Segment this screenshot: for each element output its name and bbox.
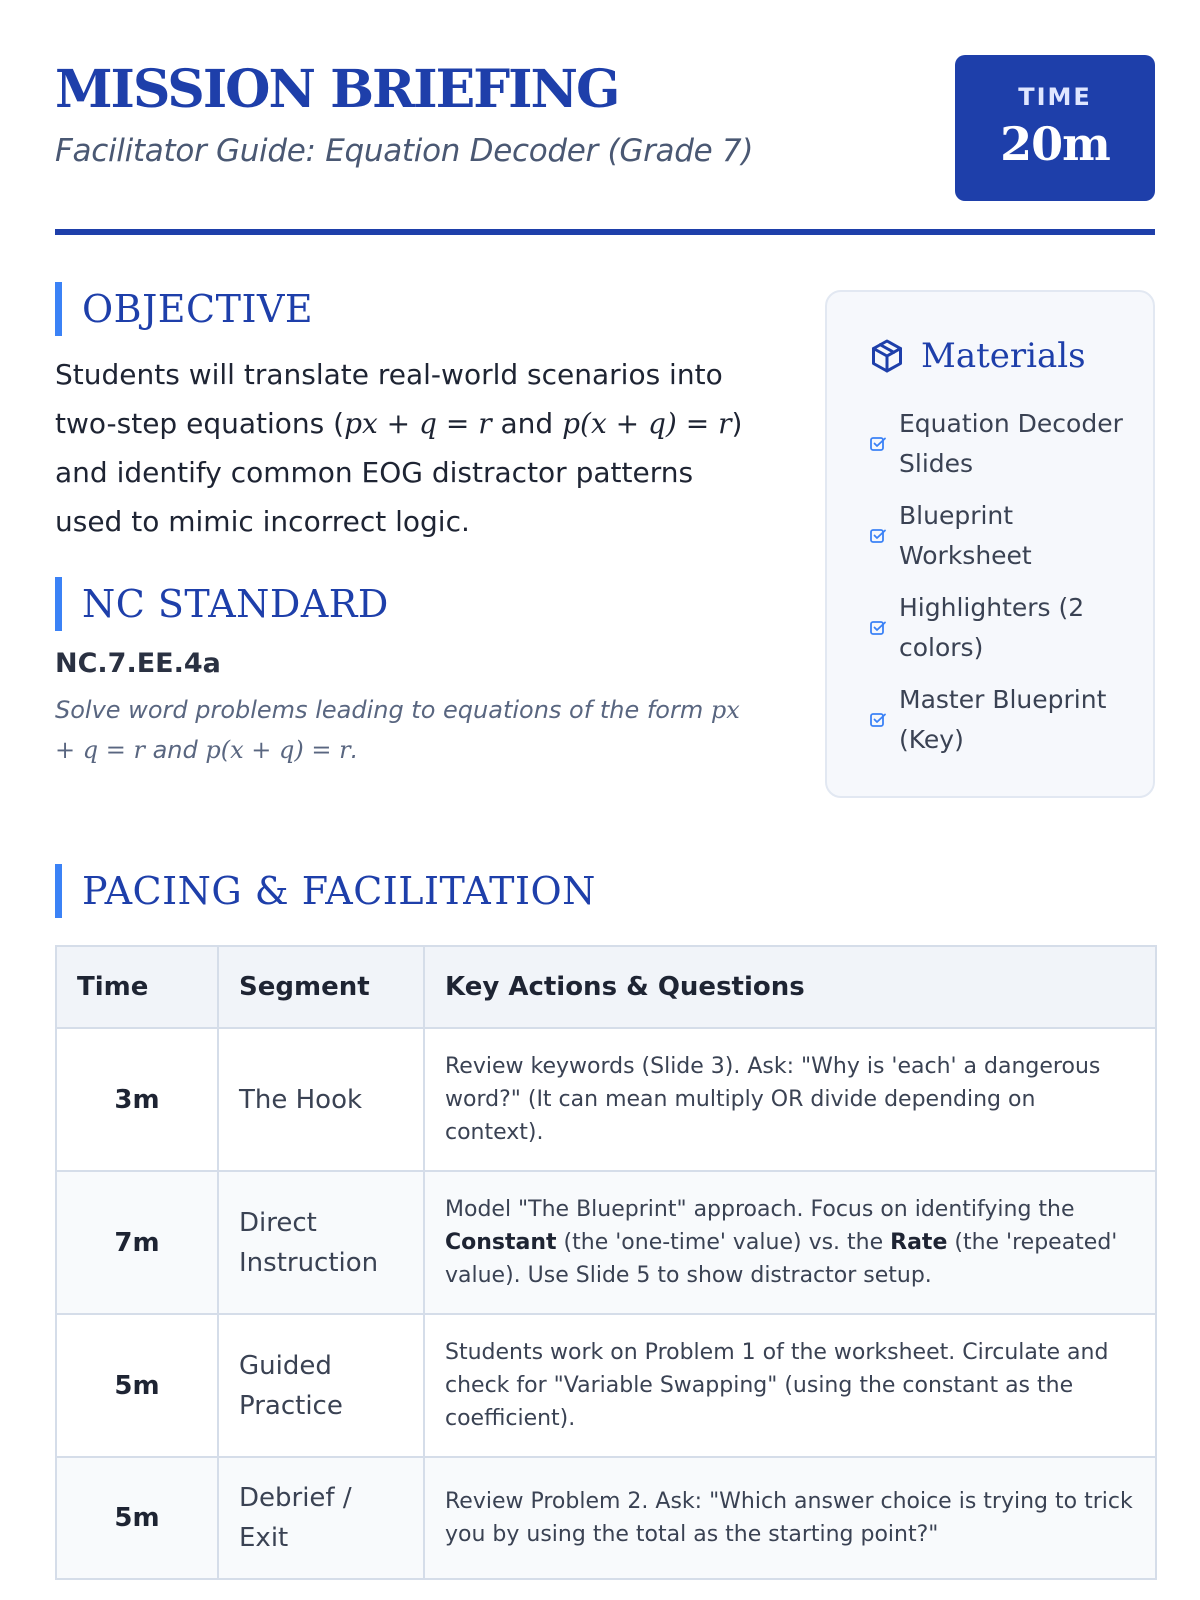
- equation-form-2: p(x + q) = r: [205, 736, 351, 764]
- equation-form-1: px + q = r: [55, 696, 740, 764]
- facilitator-guide-page: [55, 0, 1155, 1600]
- list-item: [869, 404, 1139, 484]
- standard-description: [55, 690, 755, 770]
- row-actions: Students work on Problem 1 of the worksheet. Circulate and check for "Variable Swapping" (using the constant as the coefficient).: [424, 1314, 1156, 1457]
- objective-text-part: Students will translate real-world scenarios into two-step equations (: [55, 358, 723, 440]
- table-row: [56, 1314, 1156, 1457]
- action-keyword-constant: Constant: [445, 1230, 557, 1255]
- action-text: (the 'one-time' value) vs. the: [556, 1230, 891, 1255]
- cube-icon: [869, 338, 905, 374]
- header: [55, 55, 1155, 235]
- equation-form-1: px + q = r: [344, 407, 492, 440]
- objective-text: [55, 350, 755, 546]
- column-header-segment: Segment: [218, 946, 424, 1028]
- row-time: 5m: [56, 1457, 218, 1579]
- row-segment: Direct Instruction: [218, 1171, 424, 1314]
- table-row: [56, 1457, 1156, 1579]
- materials-list: [869, 404, 1139, 772]
- row-actions: Review keywords (Slide 3). Ask: "Why is 'each' a dangerous word?" (It can mean multiply OR divide depending on context).: [424, 1028, 1156, 1171]
- objective-text-part: ) and identify common EOG distractor patterns used to mimic incorrect logic.: [55, 407, 743, 538]
- pacing-table: [55, 945, 1157, 1580]
- objective-text-part: and: [491, 407, 563, 440]
- time-value: 20m: [1000, 117, 1110, 171]
- row-segment: Guided Practice: [218, 1314, 424, 1457]
- row-time: 7m: [56, 1171, 218, 1314]
- list-item: [869, 680, 1139, 760]
- page-title: MISSION BRIEFING: [55, 59, 619, 120]
- table-row: [56, 1028, 1156, 1171]
- time-badge: [955, 55, 1155, 201]
- material-label: Equation Decoder Slides: [899, 409, 1123, 478]
- equation-form-2: p(x + q) = r: [562, 407, 732, 440]
- objective-heading: OBJECTIVE: [55, 282, 313, 336]
- checkbox-icon: [869, 435, 887, 453]
- column-header-actions: Key Actions & Questions: [424, 946, 1156, 1028]
- action-text: (the 'repeated' value). Use Slide 5 to show distractor setup.: [445, 1230, 1118, 1288]
- row-segment: The Hook: [218, 1028, 424, 1171]
- time-label: TIME: [1018, 83, 1092, 111]
- materials-title-text: Materials: [921, 336, 1086, 376]
- row-time: 3m: [56, 1028, 218, 1171]
- table-row: [56, 1171, 1156, 1314]
- list-item: [869, 588, 1139, 668]
- standard-text-part: .: [350, 736, 359, 764]
- standard-heading: NC STANDARD: [55, 577, 389, 631]
- standard-text-part: Solve word problems leading to equations of the form: [55, 696, 711, 724]
- row-time: 5m: [56, 1314, 218, 1457]
- row-segment: Debrief / Exit: [218, 1457, 424, 1579]
- action-keyword-rate: Rate: [890, 1230, 948, 1255]
- page-subtitle: Facilitator Guide: Equation Decoder (Grade 7): [55, 133, 754, 169]
- list-item: [869, 496, 1139, 576]
- materials-title: [869, 334, 1086, 378]
- checkbox-icon: [869, 711, 887, 729]
- pacing-heading: PACING & FACILITATION: [55, 864, 596, 918]
- table-header-row: [56, 946, 1156, 1028]
- standard-text-part: and: [144, 736, 206, 764]
- checkbox-icon: [869, 527, 887, 545]
- materials-card: [825, 290, 1155, 798]
- standard-code: NC.7.EE.4a: [55, 648, 221, 679]
- material-label: Master Blueprint (Key): [899, 685, 1107, 754]
- material-label: Blueprint Worksheet: [899, 501, 1032, 570]
- column-header-time: Time: [56, 946, 218, 1028]
- checkbox-icon: [869, 619, 887, 637]
- row-actions: [424, 1171, 1156, 1314]
- material-label: Highlighters (2 colors): [899, 593, 1085, 662]
- action-text: Model "The Blueprint" approach. Focus on identifying the: [445, 1197, 1075, 1222]
- row-actions: Review Problem 2. Ask: "Which answer choice is trying to trick you by using the total as the starting point?": [424, 1457, 1156, 1579]
